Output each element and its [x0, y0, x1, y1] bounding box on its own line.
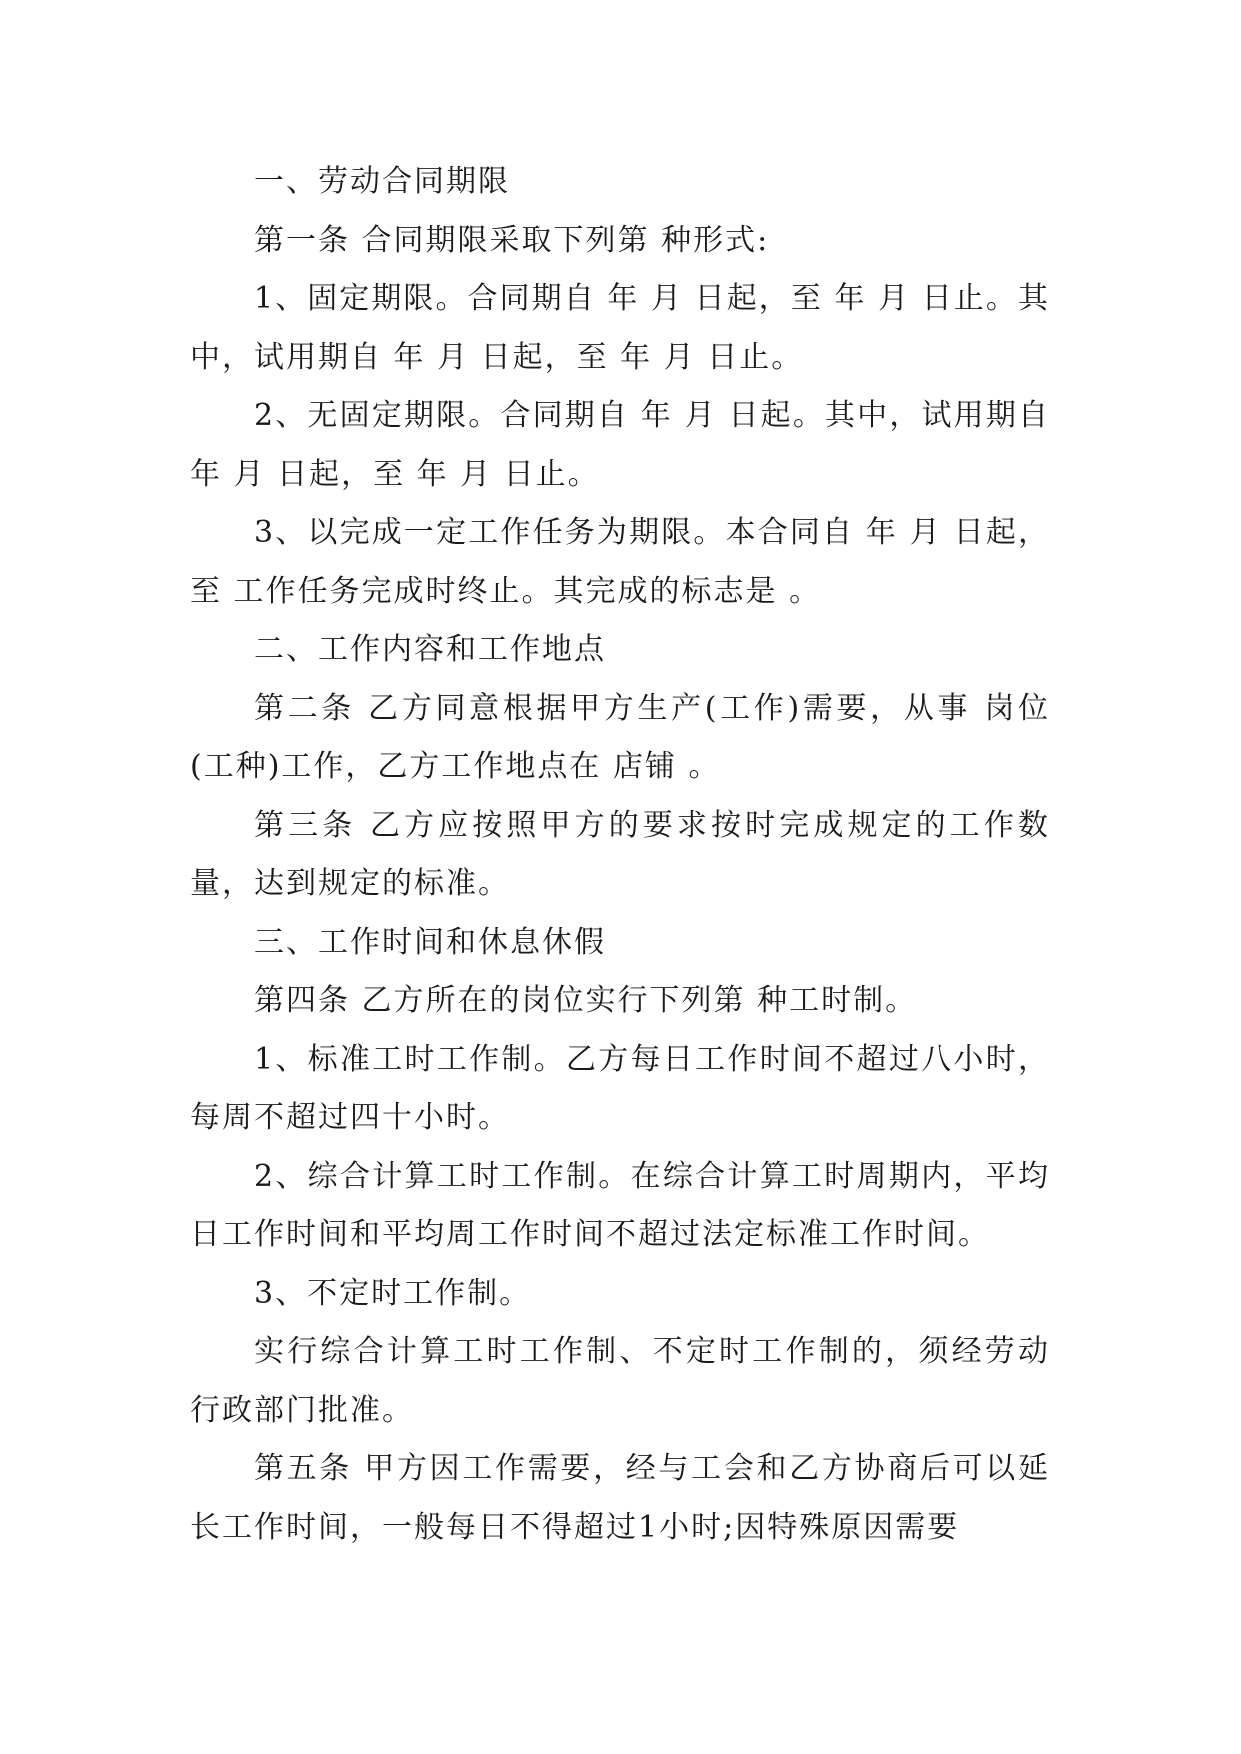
document-body — [190, 153, 1050, 1557]
article-1-item-3: 3、以完成一定工作任务为期限。本合同自 年 月 日起，至 工作任务完成时终止。其完成的标志是 。 — [190, 515, 1050, 609]
article-4-item-3: 3、不定时工作制。 — [254, 1275, 532, 1311]
section-heading-work-hours: 三、工作时间和休息休假 — [254, 924, 606, 960]
article-1: 第一条 合同期限采取下列第 种形式: — [254, 222, 770, 258]
article-4: 第四条 乙方所在的岗位实行下列第 种工时制。 — [254, 983, 918, 1018]
article-3: 第三条 乙方应按照甲方的要求按时完成规定的工作数量，达到规定的标准。 — [190, 807, 1050, 901]
section-heading-contract-term: 一、劳动合同期限 — [254, 164, 510, 199]
article-2: 第二条 乙方同意根据甲方生产(工作)需要，从事 岗位(工种)工作，乙方工作地点在 店铺 。 — [190, 690, 1050, 784]
article-4-item-1: 1、标准工时工作制。乙方每日工作时间不超过八小时，每周不超过四十小时。 — [190, 1041, 1050, 1135]
article-4-item-2: 2、综合计算工时工作制。在综合计算工时周期内，平均日工作时间和平均周工作时间不超过法定标准工作时间。 — [190, 1158, 1050, 1252]
article-1-item-2: 2、无固定期限。合同期自 年 月 日起。其中，试用期自 年 月 日起，至 年 月 日止。 — [190, 398, 1050, 492]
article-5: 第五条 甲方因工作需要，经与工会和乙方协商后可以延长工作时间，一般每日不得超过1小时;因特殊原因需要 — [190, 1451, 1050, 1545]
section-heading-work-content: 二、工作内容和工作地点 — [254, 632, 606, 667]
article-1-item-1: 1、固定期限。合同期自 年 月 日起，至 年 月 日止。其中，试用期自 年 月 日起，至 年 月 日止。 — [190, 281, 1050, 375]
approval-note: 实行综合计算工时工作制、不定时工作制的，须经劳动行政部门批准。 — [190, 1334, 1050, 1428]
